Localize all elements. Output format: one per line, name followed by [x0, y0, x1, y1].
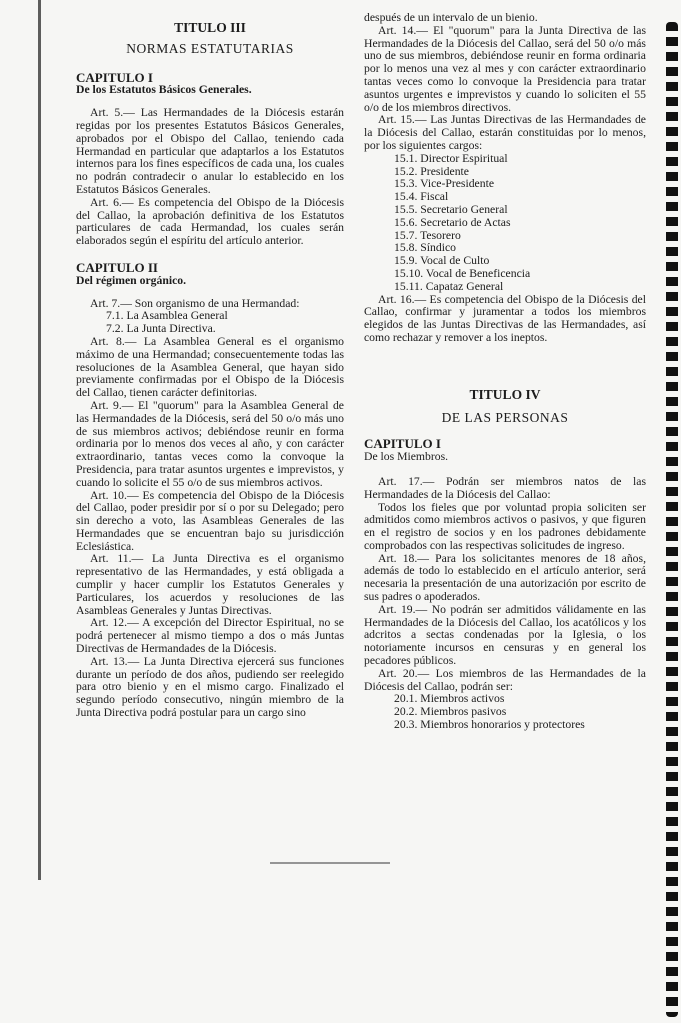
titulo-iii: TITULO III: [174, 20, 246, 35]
binding-edge-shadow: [38, 0, 41, 880]
miembro-item: 20.2. Miembros pasivos: [394, 705, 507, 719]
art-8: Art. 8.— La Asamblea General es el organismo máximo de una Hermandad; consecuentemente todas las resoluciones de la Asamblea General, que hayan sido previamente confirmadas por el Obispo de la Diócesis del Callao, tienen carácter definitorias.: [76, 334, 344, 400]
capitulo-ii-heading: Del régimen orgánico.: [76, 273, 187, 287]
art-5: Art. 5.— Las Hermandades de la Diócesis estarán regidas por los presentes Estatutos Básicos Generales, aprobados por el Obispo del Callao, teniendo cada Hermandad en particular que adaptarlos a los Estatutos internos para los fines específicos de cada una, los cuales no podrán contradecir o anular lo establecido en los Estatutos Básicos Generales.: [76, 106, 344, 196]
capitulo-i-miembros-title: CAPITULO I: [364, 436, 441, 452]
cargo-item: 15.10. Vocal de Beneficencia: [394, 266, 531, 280]
art-18: Art. 18.— Para los solicitantes menores de 18 años, además de todo lo establecido en el artículo anterior, será necesaria la presentación de una autorización por escrito de sus padres o apoderados.: [364, 551, 646, 604]
miembros-list: [364, 693, 646, 731]
titulo-iv: TITULO IV: [469, 386, 541, 402]
art-9: Art. 9.— El "quorum" para la Asamblea General de las Hermandades de la Diócesis, será del 50 o/o más uno de sus miembros activos; debiéndose reunir en forma ordinaria por lo menos dos veces al año, y con carácter extraordinario, tantas veces como la convoque la Presidencia, para tratar asuntos urgentes e imprevistos, y cuando lo solicite el 55 o/o de sus miembros activos.: [76, 398, 344, 489]
capitulo-ii-title: CAPITULO II: [76, 259, 158, 275]
art-7-2: 7.2. La Junta Directiva.: [106, 322, 216, 336]
capitulo-i-miembros-heading: De los Miembros.: [364, 450, 449, 464]
art-7: Art. 7.— Son organismo de una Hermandad:: [90, 296, 300, 310]
cargos-list: [364, 153, 646, 294]
left-column: [76, 0, 344, 720]
art-7-1: 7.1. La Asamblea General: [106, 309, 228, 323]
normas-estatutarias: NORMAS ESTATUTARIAS: [126, 40, 294, 56]
cargo-item: 15.2. Presidente: [394, 164, 469, 178]
art-13-continuation: después de un intervalo de un bienio.: [364, 11, 538, 24]
art-12: Art. 12.— A excepción del Director Espiritual, no se podrá pertenecer al mismo tiempo a dos o más Juntas Directivas de Hermandades de la Diócesis.: [76, 616, 344, 656]
art-14: Art. 14.— El "quorum" para la Junta Directiva de las Hermandades de la Diócesis del Callao, será del 50 o/o más uno de sus miembros, debiéndose reunir en forma ordinaria por lo menos una vez al mes y con carácter extraordinario tantas veces como lo convoque la Presidencia para tratar asuntos urgentes e imprevistos y cuando lo soliciten el 55 o/o de los miembros directivos.: [364, 23, 646, 114]
art-16: Art. 16.— Es competencia del Obispo de la Diócesis del Callao, confirmar y juramentar a todos los miembros elegidos de las Juntas Directivas de las Hermandades, así como rechazar y remover a los ineptos.: [364, 292, 646, 344]
capitulo-i-heading: De los Estatutos Básicos Generales.: [76, 83, 252, 97]
cargo-item: 15.5. Secretario General: [394, 202, 508, 216]
art-10: Art. 10.— Es competencia del Obispo de la Diócesis del Callao, poder presidir por sí o por su Delegado; pero sin derecho a voto, las Asambleas Generales de las Hermandades que se encuentran bajo su jurisdicción Eclesiástica.: [76, 488, 344, 553]
art-15: Art. 15.— Las Juntas Directivas de las Hermandades de la Diócesis del Callao, estarán constituidas por lo menos, por los siguientes cargos:: [364, 113, 646, 152]
art-11: Art. 11.— La Junta Directiva es el organismo representativo de las Hermandades, y está obligada a cumplir y hacer cumplir los Estatutos Generales y Particulares, los acuerdos y resoluciones de las Asambleas Generales y Juntas Directivas.: [76, 552, 344, 617]
cargo-item: 15.1. Director Espiritual: [394, 151, 508, 165]
miembro-item: 20.3. Miembros honorarios y protectores: [394, 718, 585, 732]
cargo-item: 15.3. Vice-Presidente: [394, 177, 495, 191]
cargo-item: 15.4. Fiscal: [394, 190, 449, 204]
art-17: Art. 17.— Podrán ser miembros natos de las Hermandades de la Diócesis del Callao:: [364, 474, 646, 501]
capitulo-i-title: CAPITULO I: [76, 69, 153, 85]
bottom-rule: [270, 862, 390, 864]
cargo-item: 15.11. Capataz General: [394, 279, 504, 293]
art-19: Art. 19.— No podrán ser admitidos válidamente en las Hermandades de la Diócesis del Callao, los acatólicos y los adcritos a sectas condenadas por la Iglesia, o los notoriamente incursos en censuras y en general los pecadores públicos.: [364, 602, 646, 668]
right-column: [364, 0, 646, 732]
art-17-paragraph: Todos los fieles que por voluntad propia soliciten ser admitidos como miembros activos o pasivos, y que figuren en el registro de socios y en los padrones debidamente comprobados con las respectivas solicitudes de ingreso.: [364, 500, 646, 552]
de-las-personas: DE LAS PERSONAS: [441, 409, 569, 425]
spiral-binding: [666, 22, 678, 1017]
art-13: Art. 13.— La Junta Directiva ejercerá sus funciones durante un período de dos años, pudiendo ser reelegido para otro bienio y en el mismo cargo. Finalizado el segundo período consecutivo, ningún miembro de la Junta Directiva podrá postular para un cargo sino: [76, 654, 344, 720]
cargo-item: 15.7. Tesorero: [394, 228, 461, 242]
cargo-item: 15.9. Vocal de Culto: [394, 254, 490, 268]
cargo-item: 15.8. Síndico: [394, 241, 457, 255]
miembro-item: 20.1. Miembros activos: [394, 692, 505, 706]
art-20: Art. 20.— Los miembros de las Hermandades de la Diócesis del Callao, podrán ser:: [364, 666, 646, 693]
cargo-item: 15.6. Secretario de Actas: [394, 215, 511, 229]
art-6: Art. 6.— Es competencia del Obispo de la Diócesis del Callao, la aprobación definitiva de los Estatutos particulares de cada Hermandad, los cuales serán elaborados según el espíritu del artículo anterior.: [76, 195, 344, 248]
